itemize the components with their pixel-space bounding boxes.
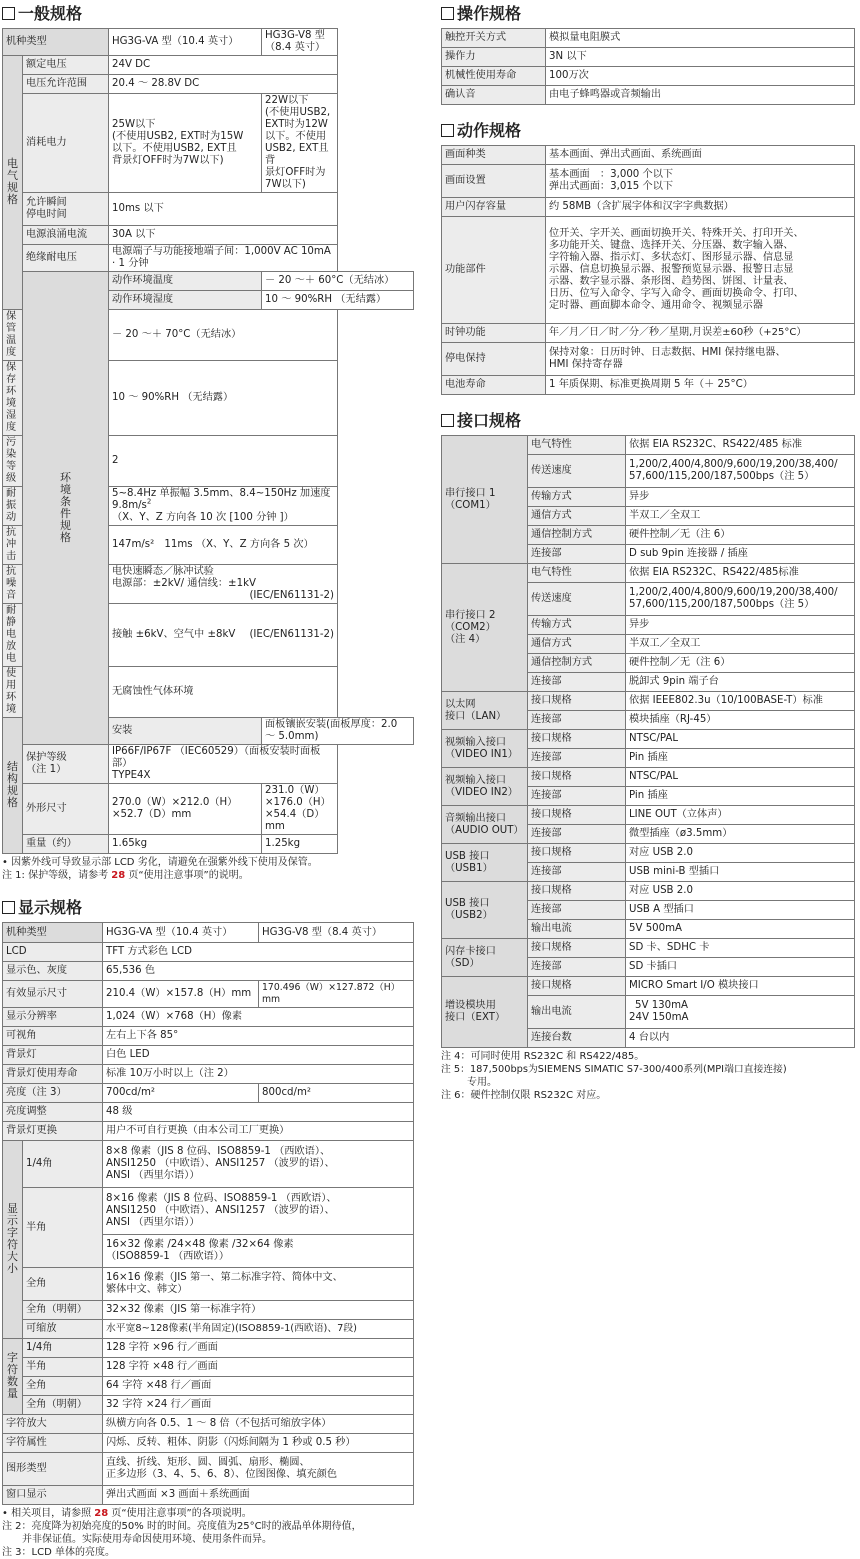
cnt-full-ming-value: 32 字符 ×24 行／画面 (103, 1396, 414, 1415)
retain-label: 停电保持 (442, 343, 546, 376)
com1-speed-value: 1,200/2,400/4,800/9,600/19,200/38,400/ 57,600/115,200/187,500bps（注 5） (626, 455, 855, 488)
bl-life-value: 标准 10万小时以上（注 2） (103, 1065, 414, 1084)
char-zoom-value: 纵横方向各 0.5、1 ～ 8 倍（不包括可缩放字体） (103, 1415, 414, 1434)
video2-label: 视频输入接口 （VIDEO IN2） (442, 768, 528, 806)
voltage-range-value: 20.4 ～ 28.8V DC (109, 75, 338, 94)
sd-spec-value: SD 卡、SDHC 卡 (626, 939, 855, 958)
video1-spec-label: 接口规格 (528, 730, 626, 749)
video2-connector-value: Pin 插座 (626, 787, 855, 806)
protection-value: IP66F/IP67F （IEC60529）（面板安装时面板部） TYPE4X (109, 745, 338, 784)
cnt-quarter-value: 128 字符 ×96 行／画面 (103, 1339, 414, 1358)
checkbox-square-icon (441, 7, 454, 20)
audio-label: 音频输出接口 （AUDIO OUT） (442, 806, 528, 844)
com1-connector-value: D sub 9pin 连接器 / 插座 (626, 545, 855, 564)
video1-spec-value: NTSC/PAL (626, 730, 855, 749)
bl-life-label: 背景灯使用寿命 (3, 1065, 103, 1084)
window-label: 窗口显示 (3, 1486, 103, 1505)
com1-mode-value: 异步 (626, 488, 855, 507)
group-electrical: 电气规格 (3, 56, 23, 310)
backlight-value: 白色 LED (103, 1046, 414, 1065)
cnt-quarter-label: 1/4角 (23, 1339, 103, 1358)
window-value: 弹出式画面 ×3 画面＋系统画面 (103, 1486, 414, 1505)
lcd-value: TFT 方式彩色 LCD (103, 943, 414, 962)
op-humidity-value: 10 ～ 90%RH （无结露） (262, 291, 414, 310)
action-spec-table (441, 145, 855, 395)
usb2-label: USB 接口 （USB2） (442, 882, 528, 939)
pollution-value: 2 (109, 436, 338, 487)
com1-connector-label: 连接部 (528, 545, 626, 564)
pollution-label: 污染等级 (3, 436, 23, 487)
char-zoom-label: 字符放大 (3, 1415, 103, 1434)
weight-va: 1.65kg (109, 835, 262, 854)
com2-electric-value: 依据 EIA RS232C、RS422/485标准 (626, 564, 855, 583)
mech-life-label: 机械性使用寿命 (442, 67, 546, 86)
com1-comm-label: 通信方式 (528, 507, 626, 526)
instant-stop-value: 10ms 以下 (109, 193, 338, 226)
weight-label: 重量（约） (23, 835, 109, 854)
voltage-range-label: 电压允许范围 (23, 75, 109, 94)
usb1-label: USB 接口 （USB1） (442, 844, 528, 882)
power-va: 25W以下 (不使用USB2, EXT时为15W 以下。不使用USB2, EXT且 背景灯OFF时为7W以下) (109, 94, 262, 193)
clock-label: 时钟功能 (442, 324, 546, 343)
usb2-connector-value: USB A 型插口 (626, 901, 855, 920)
quarter-value: 8×8 像素（JIS 8 位码、ISO8859-1 （西欧语）、 ANSI1250 （中欧语）、ANSI1257 （波罗的语）、 ANSI （西里尔语）） (103, 1141, 414, 1188)
ext-spec-label: 接口规格 (528, 977, 626, 996)
right-column (441, 0, 855, 1102)
model-label: 机种类型 (3, 29, 109, 56)
video2-spec-value: NTSC/PAL (626, 768, 855, 787)
dimensions-va: 270.0（W）×212.0（H） ×52.7（D）mm (109, 784, 262, 835)
display-notes: • 相关项目，请参照 28 页“使用注意事项”的各项说明。 注 2：亮度降为初始亮度的50% 时的时间。亮度值为25°C时的液晶单体期待值， 并非保证值。实际使用寿命因使用环境、使用条件而异。 注 3：LCD 单体的亮度。 (2, 1508, 362, 1558)
video2-connector-label: 连接部 (528, 787, 626, 806)
com1-electric-value: 依据 EIA RS232C、RS422/485 标准 (626, 436, 855, 455)
com2-mode-label: 传输方式 (528, 616, 626, 635)
shock-label: 抗冲击 (3, 526, 23, 565)
scalable-label: 可缩放 (23, 1320, 103, 1339)
graphics-value: 直线、折线、矩形、圆、圆弧、扇形、椭圆、 正多边形（3、4、5、6、8）、位图图像、填充颜色 (103, 1453, 414, 1486)
inrush-value: 30A 以下 (109, 226, 338, 245)
checkbox-square-icon (2, 901, 15, 914)
interface-notes: 注 4：可同时使用 RS232C 和 RS422/485。 注 5：187,500bps为SIEMENS SIMATIC S7-300/400系列(MPI端口直接连接) 专用。 注 6：硬件控制仅限 RS232C 对应。 (441, 1051, 787, 1101)
shock-value: 147m/s² 11ms （X、Y、Z 方向各 5 次） (109, 526, 338, 565)
esd-label: 耐静电放电 (3, 604, 23, 667)
bl-replace-label: 背景灯更换 (3, 1122, 103, 1141)
resolution-label: 显示分辨率 (3, 1008, 103, 1027)
model-va: HG3G-VA 型（10.4 英寸） (109, 29, 262, 56)
cnt-full-ming-label: 全角（明朝） (23, 1396, 103, 1415)
angle-label: 可视角 (3, 1027, 103, 1046)
insulation-value: 电源端子与功能接地端子间：1,000V AC 10mA · 1 分钟 (109, 245, 338, 272)
com1-comm-value: 半双工／全双工 (626, 507, 855, 526)
video1-connector-label: 连接部 (528, 749, 626, 768)
brightness-v8: 800cd/m² (259, 1084, 414, 1103)
backlight-label: 背景灯 (3, 1046, 103, 1065)
audio-spec-value: LINE OUT（立体声） (626, 806, 855, 825)
left-column (2, 0, 414, 1559)
operation-spec-title: 操作规格 (441, 2, 855, 26)
rated-voltage-value: 24V DC (109, 56, 338, 75)
power-label: 消耗电力 (23, 94, 109, 193)
action-spec-title: 动作规格 (441, 119, 855, 143)
checkbox-square-icon (441, 414, 454, 427)
touch-type-label: 触控开关方式 (442, 29, 546, 48)
video1-connector-value: Pin 插座 (626, 749, 855, 768)
com2-comm-value: 半双工／全双工 (626, 635, 855, 654)
display-spec-title: 显示规格 (2, 896, 414, 920)
usb2-current-label: 输出电流 (528, 920, 626, 939)
group-char-count: 字符数量 (3, 1339, 23, 1415)
full-ming-value: 32×32 像素（JIS 第一标准字符） (103, 1301, 414, 1320)
cnt-half-value: 128 字符 ×48 行／画面 (103, 1358, 414, 1377)
colors-label: 显示色、灰度 (3, 962, 103, 981)
bright-adj-label: 亮度调整 (3, 1103, 103, 1122)
lan-connector-value: 模块插座（RJ-45） (626, 711, 855, 730)
display-model-label: 机种类型 (3, 923, 103, 943)
flash-value: 约 58MB（含扩展字体和汉字字典数据） (546, 198, 855, 217)
video2-spec-label: 接口规格 (528, 768, 626, 787)
screen-setup-value: 基本画面 ：3,000 个以下 弹出式画面：3,015 个以下 (546, 165, 855, 198)
half-value-b: 16×32 像素 /24×48 像素 /32×64 像素 （ISO8859-1 （西欧语）） (103, 1235, 414, 1268)
usb2-connector-label: 连接部 (528, 901, 626, 920)
interface-spec-title: 接口规格 (441, 409, 855, 433)
scalable-value: 水平宽8~128像素(半角固定)(ISO8859-1(西欧语)、7段) (103, 1320, 414, 1339)
sd-label: 闪存卡接口 （SD） (442, 939, 528, 977)
vibration-label: 耐振动 (3, 487, 23, 526)
brightness-va: 700cd/m² (103, 1084, 259, 1103)
cnt-full-value: 64 字符 ×48 行／画面 (103, 1377, 414, 1396)
noise-label: 抗噪音 (3, 565, 23, 604)
dimensions-v8: 231.0（W）×176.0（H） ×54.4（D）mm (262, 784, 338, 835)
storage-temp-value: － 20 ～＋ 70°C（无结冰） (109, 310, 338, 361)
group-char-size: 显示字符大小 (3, 1141, 23, 1339)
ext-current-label: 输出电流 (528, 996, 626, 1029)
vibration-value: 5~8.4Hz 单振幅 3.5mm、8.4~150Hz 加速度 $9.8m/s^2$ （X、Y、Z 方向各 10 次 [100 分钟 ]） (109, 487, 338, 526)
power-v8: 22W以下 (不使用USB2, EXT时为12W 以下。不使用USB2, EXT且背 景灯OFF时为7W以下) (262, 94, 338, 193)
general-spec-title: 一般规格 (2, 2, 414, 26)
sd-spec-label: 接口规格 (528, 939, 626, 958)
beep-label: 确认音 (442, 86, 546, 105)
model-v8: HG3G-V8 型（8.4 英寸） (262, 29, 338, 56)
rated-voltage-label: 额定电压 (23, 56, 109, 75)
inrush-label: 电源浪涌电流 (23, 226, 109, 245)
display-model-va: HG3G-VA 型（10.4 英寸） (103, 923, 259, 943)
usb1-connector-label: 连接部 (528, 863, 626, 882)
area-label: 有效显示尺寸 (3, 981, 103, 1008)
usb2-spec-label: 接口规格 (528, 882, 626, 901)
com2-speed-value: 1,200/2,400/4,800/9,600/19,200/38,400/ 57,600/115,200/187,500bps（注 5） (626, 583, 855, 616)
char-attr-value: 闪烁、反转、粗体、阴影（闪烁间隔为 1 秒或 0.5 秒） (103, 1434, 414, 1453)
usb2-current-value: 5V 500mA (626, 920, 855, 939)
interface-spec-table (441, 435, 855, 1048)
cnt-half-label: 半角 (23, 1358, 103, 1377)
group-structure: 结构规格 (3, 718, 23, 854)
brightness-label: 亮度（注 3） (3, 1084, 103, 1103)
com1-electric-label: 电气特性 (528, 436, 626, 455)
touch-type-value: 模拟量电阻膜式 (546, 29, 855, 48)
group-environment: 环境条件规格 (23, 272, 109, 745)
com1-speed-label: 传送速度 (528, 455, 626, 488)
force-value: 3N 以下 (546, 48, 855, 67)
general-notes: • 因紫外线可导致显示部 LCD 劣化，请避免在强紫外线下使用及保管。 注 1: 保护等级，请参考 28 页“使用注意事项”的说明。 (2, 857, 318, 881)
environment-label: 使用环境 (3, 667, 23, 718)
operation-spec-table (441, 28, 855, 105)
clock-value: 年／月／日／时／分／秒／星期,月误差±60秒（+25°C） (546, 324, 855, 343)
storage-humidity-label: 保存环境湿度 (3, 361, 23, 436)
battery-label: 电池寿命 (442, 376, 546, 395)
flash-label: 用户闪存容量 (442, 198, 546, 217)
com1-label: 串行接口 1 （COM1） (442, 436, 528, 564)
display-spec-table (2, 922, 414, 1505)
op-temp-value: － 20 ～＋ 60°C（无结冰） (262, 272, 414, 291)
protection-label: 保护等级 （注 1） (23, 745, 109, 784)
full-label: 全角 (23, 1268, 103, 1301)
ext-count-label: 连接台数 (528, 1029, 626, 1048)
bl-replace-value: 用户不可自行更换（由本公司工厂更换） (103, 1122, 414, 1141)
full-ming-label: 全角（明朝） (23, 1301, 103, 1320)
sd-connector-value: SD 卡插口 (626, 958, 855, 977)
weight-v8: 1.25kg (262, 835, 338, 854)
checkbox-square-icon (441, 124, 454, 137)
com2-speed-label: 传送速度 (528, 583, 626, 616)
audio-connector-label: 连接部 (528, 825, 626, 844)
noise-value: 电快速瞬态／脉冲试验 电源部：±2kV/ 通信线：±1kV (IEC/EN61131-2) (109, 565, 338, 604)
audio-connector-value: 微型插座（ø3.5mm） (626, 825, 855, 844)
usb2-spec-value: 对应 USB 2.0 (626, 882, 855, 901)
ext-label: 增设模块用 接口（EXT） (442, 977, 528, 1048)
com2-control-value: 硬件控制／无（注 6） (626, 654, 855, 673)
char-attr-label: 字符属性 (3, 1434, 103, 1453)
dimensions-label: 外形尺寸 (23, 784, 109, 835)
ext-spec-value: MICRO Smart I/O 模块接口 (626, 977, 855, 996)
lan-spec-value: 依据 IEEE802.3u（10/100BASE-T）标准 (626, 692, 855, 711)
general-spec-table (2, 28, 414, 854)
lan-connector-label: 连接部 (528, 711, 626, 730)
checkbox-square-icon (2, 7, 15, 20)
usb1-spec-label: 接口规格 (528, 844, 626, 863)
com1-control-value: 硬件控制／无（注 6） (626, 526, 855, 545)
resolution-value: 1,024（W）×768（H）像素 (103, 1008, 414, 1027)
angle-value: 左右上下各 85° (103, 1027, 414, 1046)
sd-connector-label: 连接部 (528, 958, 626, 977)
op-humidity-label: 动作环境湿度 (109, 291, 262, 310)
instant-stop-label: 允许瞬间 停电时间 (23, 193, 109, 226)
area-v8: 170.496（W）×127.872（H）mm (259, 981, 414, 1008)
environment-value: 无腐蚀性气体环境 (109, 667, 338, 718)
parts-value: 位开关、字开关、画面切换开关、特殊开关、打印开关、 多功能开关、键盘、选择开关、分压器、数字输入器、 字符输入器、指示灯、多状态灯、图形显示器、信息显 示器、信息切换显示器、报警预览显示器、报警日志显 示器、数字显示器、条形图、趋势图、饼图、计量表、 日历、位写入命令、字写入命令、画面切换命令、打印、 定时器、画面脚本命令、通用命令、视频显示器 (546, 217, 855, 324)
lan-spec-label: 接口规格 (528, 692, 626, 711)
quarter-label: 1/4角 (23, 1141, 103, 1188)
force-label: 操作力 (442, 48, 546, 67)
com2-electric-label: 电气特性 (528, 564, 626, 583)
com2-connector-label: 连接部 (528, 673, 626, 692)
com1-mode-label: 传输方式 (528, 488, 626, 507)
area-va: 210.4（W）×157.8（H）mm (103, 981, 259, 1008)
storage-humidity-value: 10 ～ 90%RH （无结露） (109, 361, 338, 436)
half-label: 半角 (23, 1188, 103, 1268)
ext-current-value: 5V 130mA 24V 150mA (626, 996, 855, 1029)
usb1-spec-value: 对应 USB 2.0 (626, 844, 855, 863)
com1-control-label: 通信控制方式 (528, 526, 626, 545)
graphics-label: 图形类型 (3, 1453, 103, 1486)
retain-value: 保持对象：日历时钟、日志数据、HMI 保持继电器、 HMI 保持寄存器 (546, 343, 855, 376)
video1-label: 视频输入接口 （VIDEO IN1） (442, 730, 528, 768)
lcd-label: LCD (3, 943, 103, 962)
com2-control-label: 通信控制方式 (528, 654, 626, 673)
op-temp-label: 动作环境温度 (109, 272, 262, 291)
display-model-v8: HG3G-V8 型（8.4 英寸） (259, 923, 414, 943)
mech-life-value: 100万次 (546, 67, 855, 86)
half-value-a: 8×16 像素（JIS 8 位码、ISO8859-1 （西欧语）、 ANSI1250 （中欧语）、ANSI1257 （波罗的语）、 ANSI （西里尔语）） (103, 1188, 414, 1235)
bright-adj-value: 48 级 (103, 1103, 414, 1122)
com2-comm-label: 通信方式 (528, 635, 626, 654)
ext-count-value: 4 台以内 (626, 1029, 855, 1048)
com2-label: 串行接口 2 （COM2） （注 4） (442, 564, 528, 692)
insulation-label: 绝缘耐电压 (23, 245, 109, 272)
com2-mode-value: 异步 (626, 616, 855, 635)
full-value: 16×16 像素（JIS 第一、第二标准字符、简体中文、 繁体中文、韩文） (103, 1268, 414, 1301)
cnt-full-label: 全角 (23, 1377, 103, 1396)
com2-connector-value: 脱卸式 9pin 端子台 (626, 673, 855, 692)
screen-setup-label: 画面设置 (442, 165, 546, 198)
install-label: 安装 (109, 718, 262, 745)
beep-value: 由电子蜂鸣器或音频输出 (546, 86, 855, 105)
parts-label: 功能部件 (442, 217, 546, 324)
audio-spec-label: 接口规格 (528, 806, 626, 825)
battery-value: 1 年质保期、标准更换周期 5 年（＋ 25°C） (546, 376, 855, 395)
storage-temp-label: 保管温度 (3, 310, 23, 361)
screen-type-value: 基本画面、弹出式画面、系统画面 (546, 146, 855, 165)
esd-value: 接触 ±6kV、空气中 ±8kV (IEC/EN61131-2) (109, 604, 338, 667)
lan-label: 以太网 接口（LAN） (442, 692, 528, 730)
colors-value: 65,536 色 (103, 962, 414, 981)
install-value: 面板镶嵌安装(面板厚度：2.0 ～ 5.0mm) (262, 718, 414, 745)
usb1-connector-value: USB mini-B 型插口 (626, 863, 855, 882)
screen-type-label: 画面种类 (442, 146, 546, 165)
